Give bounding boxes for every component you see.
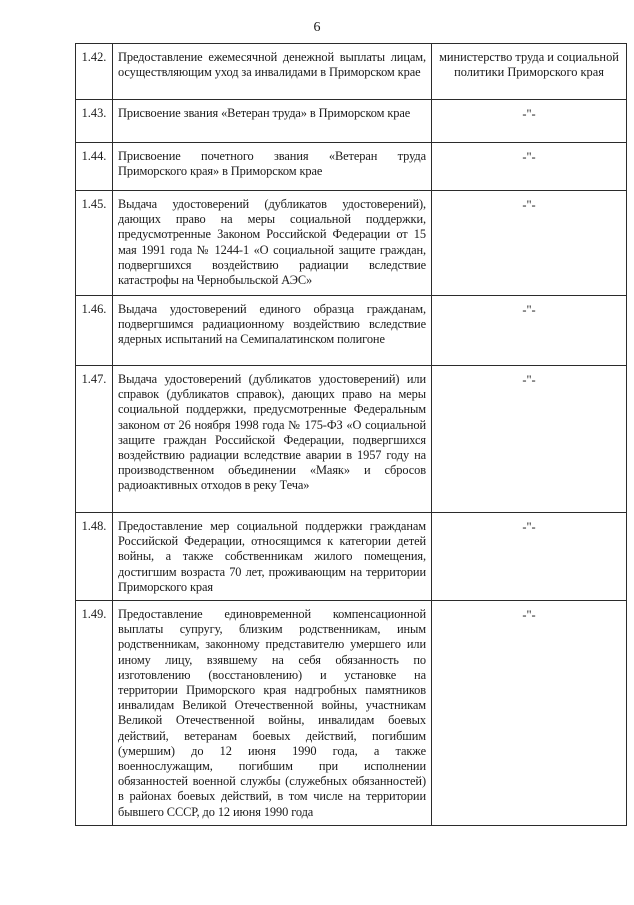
table-row: [76, 366, 627, 513]
ditto-mark: -"-: [522, 373, 536, 387]
services-table: [75, 43, 627, 826]
ditto-mark: -"-: [522, 520, 536, 534]
table-row: [76, 296, 627, 366]
row-number: 1.47.: [76, 366, 113, 513]
table-row: [76, 44, 627, 100]
service-description: Присвоение почетного звания «Ветеран труда Приморского края» в Приморском крае: [113, 143, 432, 191]
row-number: 1.49.: [76, 601, 113, 826]
row-number: 1.46.: [76, 296, 113, 366]
ditto-mark: -"-: [522, 198, 536, 212]
service-description: Выдача удостоверений (дубликатов удостоверений), дающих право на меры социальной поддержки, предусмотренные Законом Российской Федерации от 15 мая 1991 года № 1244-1 «О социальной защите граждан, подвергшихся воздействию радиации вследствие катастрофы на Чернобыльской АЭС»: [113, 191, 432, 296]
service-description: Предоставление единовременной компенсационной выплаты супругу, близким родственникам, иным родственникам, законному представителю умершего или иному лицу, взявшему на себя обязанность по изготовлению (восстановлению) и установке на территории Приморского края надгробных памятников инвалидам Великой Отечественной войны, участникам Великой Отечественной войны, инвалидам боевых действий, ветеранам боевых действий, погибшим (умершим) до 12 июня 1990 года, а также военнослужащим, погибшим при исполнении обязанностей военной службы (служебных обязанностей) в районах боевых действий, в том числе на территории бывшего СССР, до 12 июня 1990 года: [113, 601, 432, 826]
table-row: [76, 143, 627, 191]
ditto-mark: -"-: [522, 608, 536, 622]
table-row: [76, 191, 627, 296]
responsible-authority: министерство труда и социальной политики Приморского края: [432, 44, 627, 100]
service-description: Предоставление ежемесячной денежной выплаты лицам, осуществляющим уход за инвалидами в Приморском крае: [113, 44, 432, 100]
row-number: 1.44.: [76, 143, 113, 191]
table-row: [76, 513, 627, 601]
table-row: [76, 100, 627, 143]
row-number: 1.42.: [76, 44, 113, 100]
table-row: [76, 601, 627, 826]
row-number: 1.48.: [76, 513, 113, 601]
ditto-mark: -"-: [522, 303, 536, 317]
row-number: 1.45.: [76, 191, 113, 296]
service-description: Выдача удостоверений (дубликатов удостоверений) или справок (дубликатов справок), дающих право на меры социальной поддержки, предусмотренные Федеральным законом от 26 ноября 1998 года № 175-ФЗ «О социальной защите граждан Российской Федерации, подвергшихся воздействию радиации вследствие аварии в 1957 году на производственном объединении «Маяк» и сбросов радиоактивных отходов в реку Теча»: [113, 366, 432, 513]
page-number: 6: [313, 20, 321, 35]
service-description: Присвоение звания «Ветеран труда» в Приморском крае: [113, 100, 432, 143]
ditto-mark: -"-: [522, 107, 536, 121]
service-description: Выдача удостоверений единого образца гражданам, подвергшимся радиационному воздействию вследствие ядерных испытаний на Семипалатинском полигоне: [113, 296, 432, 366]
ditto-mark: -"-: [522, 150, 536, 164]
row-number: 1.43.: [76, 100, 113, 143]
service-description: Предоставление мер социальной поддержки гражданам Российской Федерации, относящимся к категории детей войны, а также собственникам жилого помещения, достигшим возраста 70 лет, проживающим на территории Приморского края: [113, 513, 432, 601]
